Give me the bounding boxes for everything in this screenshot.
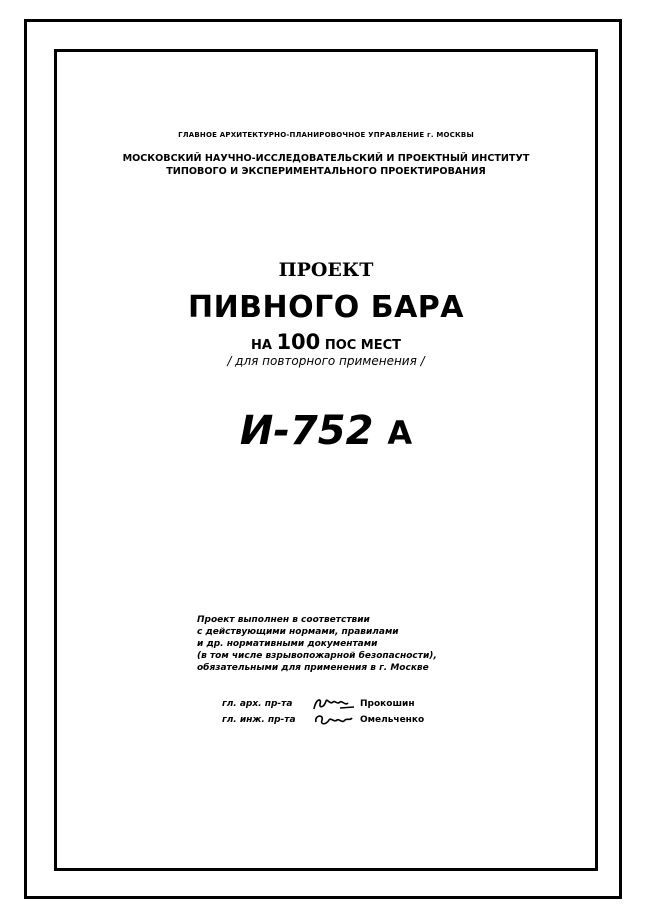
title-word: ПРОЕКТ bbox=[278, 259, 374, 281]
project-code-main: И-752 bbox=[239, 408, 374, 454]
capacity-line bbox=[54, 330, 598, 354]
signature-name: Омельченко bbox=[360, 715, 425, 725]
signature-row-engineer bbox=[222, 712, 424, 728]
capacity-number: 100 bbox=[276, 330, 321, 354]
signature-name: Прокошин bbox=[360, 699, 415, 709]
compliance-note bbox=[197, 614, 437, 674]
project-code bbox=[54, 408, 598, 454]
capacity-prefix: НА bbox=[250, 338, 272, 353]
handwritten-signature-2 bbox=[310, 712, 360, 728]
capacity-suffix: ПОС МЕСТ bbox=[324, 338, 402, 353]
signature-role: гл. арх. пр-та bbox=[222, 699, 293, 709]
project-code-letter: А bbox=[387, 414, 413, 452]
handwritten-signature-1 bbox=[310, 696, 360, 712]
header-institute: МОСКОВСКИЙ НАУЧНО-ИССЛЕДОВАТЕЛЬСКИЙ И ПРОЕКТНЫЙ ИНСТИТУТ bbox=[122, 153, 530, 164]
note-line: Проект выполнен в соответствии bbox=[197, 615, 370, 625]
project-name: ПИВНОГО БАРА bbox=[187, 290, 465, 325]
signature-role: гл. инж. пр-та bbox=[222, 715, 296, 725]
purpose-note: / для повторного применения / bbox=[227, 354, 425, 368]
header-institute-continued: ТИПОВОГО И ЭКСПЕРИМЕНТАЛЬНОГО ПРОЕКТИРОВАНИЯ bbox=[166, 166, 486, 177]
note-line: с действующими нормами, правилами bbox=[197, 627, 399, 637]
note-line: обязательными для применения в г. Москве bbox=[197, 663, 429, 673]
note-line: и др. нормативными документами bbox=[197, 639, 378, 649]
signature-block bbox=[222, 696, 424, 728]
header-authority: ГЛАВНОЕ АРХИТЕКТУРНО-ПЛАНИРОВОЧНОЕ УПРАВЛЕНИЕ г. МОСКВЫ bbox=[178, 131, 474, 139]
note-line: (в том числе взрывопожарной безопасности), bbox=[197, 651, 437, 661]
signature-row-architect bbox=[222, 696, 424, 712]
